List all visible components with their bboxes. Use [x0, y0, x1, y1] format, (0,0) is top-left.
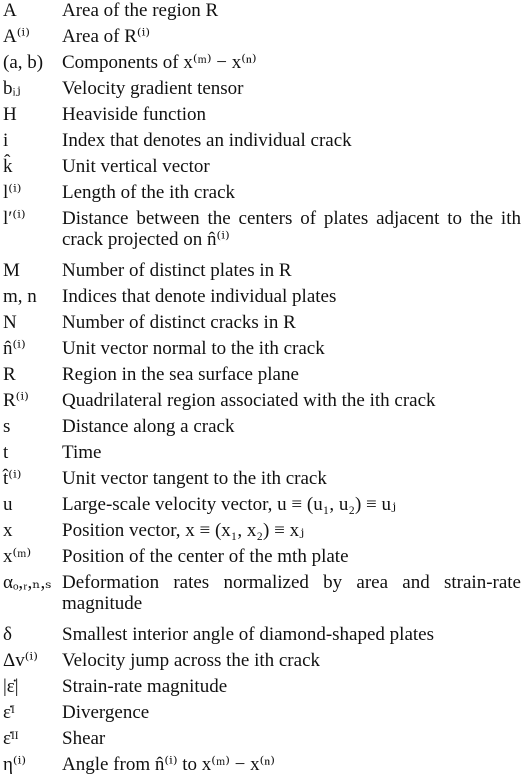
- symbol: bᵢⱼ: [3, 78, 21, 99]
- description: Indices that denote individual plates: [62, 286, 337, 307]
- symbol: |ε̇|: [3, 676, 19, 697]
- nomenclature-row: [3, 468, 521, 494]
- description: Divergence: [62, 702, 150, 723]
- nomenclature-row: [3, 78, 521, 104]
- description: Distance between the centers of plates adjacent to the ith crack projected on n̂⁽ⁱ⁾: [62, 208, 521, 250]
- symbol: αₒ,ᵣ,ₙ,ₛ: [3, 572, 52, 593]
- symbol: N: [3, 312, 17, 333]
- description: Unit vector tangent to the ith crack: [62, 468, 327, 489]
- nomenclature-row: [3, 26, 521, 52]
- nomenclature-row: [3, 104, 521, 130]
- symbol: t: [3, 442, 9, 463]
- description: Distance along a crack: [62, 416, 235, 437]
- description: Strain-rate magnitude: [62, 676, 228, 697]
- description: Number of distinct cracks in R: [62, 312, 296, 333]
- description: Large-scale velocity vector, u ≡ (u₁, u₂) ≡ uⱼ: [62, 494, 397, 515]
- description: Heaviside function: [62, 104, 207, 125]
- symbol: k̂: [3, 156, 13, 177]
- symbol: R: [3, 364, 16, 385]
- description: Velocity jump across the ith crack: [62, 650, 321, 671]
- symbol: m, n: [3, 286, 37, 307]
- nomenclature-row: [3, 416, 521, 442]
- nomenclature-row: [3, 754, 521, 780]
- nomenclature-row: [3, 728, 521, 754]
- nomenclature-row: [3, 286, 521, 312]
- symbol: H: [3, 104, 17, 125]
- symbol: R⁽ⁱ⁾: [3, 390, 29, 411]
- nomenclature-row: [3, 676, 521, 702]
- nomenclature-row: [3, 312, 521, 338]
- symbol: A⁽ⁱ⁾: [3, 26, 30, 47]
- symbol: η⁽ⁱ⁾: [3, 754, 27, 775]
- symbol: ε̇ᴵᴵ: [3, 728, 19, 749]
- nomenclature-row: [3, 546, 521, 572]
- symbol: A: [3, 0, 17, 21]
- symbol: t̂⁽ⁱ⁾: [3, 468, 22, 489]
- symbol: M: [3, 260, 20, 281]
- description: Position of the center of the mth plate: [62, 546, 349, 567]
- description: Region in the sea surface plane: [62, 364, 299, 385]
- nomenclature-row: [3, 182, 521, 208]
- nomenclature-row: [3, 208, 521, 260]
- description: Smallest interior angle of diamond-shaped plates: [62, 624, 434, 645]
- symbol: i: [3, 130, 9, 151]
- nomenclature-row: [3, 0, 521, 26]
- nomenclature-row: [3, 156, 521, 182]
- nomenclature-row: [3, 624, 521, 650]
- description: Length of the ith crack: [62, 182, 236, 203]
- description: Angle from n̂⁽ⁱ⁾ to x⁽ᵐ⁾ − x⁽ⁿ⁾: [62, 754, 275, 775]
- description: Components of x⁽ᵐ⁾ − x⁽ⁿ⁾: [62, 52, 257, 73]
- description: Number of distinct plates in R: [62, 260, 292, 281]
- description: Quadrilateral region associated with the ith crack: [62, 390, 436, 411]
- symbol: (a, b): [3, 52, 44, 73]
- nomenclature-row: [3, 260, 521, 286]
- nomenclature-row: [3, 130, 521, 156]
- description: Area of R⁽ⁱ⁾: [62, 26, 151, 47]
- nomenclature-row: [3, 650, 521, 676]
- nomenclature-list: [3, 0, 521, 780]
- symbol: x: [3, 520, 13, 541]
- nomenclature-row: [3, 572, 521, 624]
- nomenclature-row: [3, 390, 521, 416]
- symbol: δ: [3, 624, 12, 645]
- symbol: Δv⁽ⁱ⁾: [3, 650, 38, 671]
- description: Time: [62, 442, 102, 463]
- nomenclature-row: [3, 702, 521, 728]
- nomenclature-row: [3, 364, 521, 390]
- nomenclature-row: [3, 52, 521, 78]
- description: Velocity gradient tensor: [62, 78, 244, 99]
- symbol: x⁽ᵐ⁾: [3, 546, 32, 567]
- symbol: ε̇ᴵ: [3, 702, 15, 723]
- description: Area of the region R: [62, 0, 219, 21]
- description: Shear: [62, 728, 106, 749]
- symbol: l′⁽ⁱ⁾: [3, 208, 26, 229]
- symbol: s: [3, 416, 11, 437]
- description: Index that denotes an individual crack: [62, 130, 352, 151]
- nomenclature-row: [3, 520, 521, 546]
- nomenclature-row: [3, 494, 521, 520]
- symbol: u: [3, 494, 13, 515]
- description: Unit vertical vector: [62, 156, 210, 177]
- symbol: n̂⁽ⁱ⁾: [3, 338, 26, 359]
- description: Position vector, x ≡ (x₁, x₂) ≡ xⱼ: [62, 520, 305, 541]
- symbol: l⁽ⁱ⁾: [3, 182, 22, 203]
- nomenclature-row: [3, 442, 521, 468]
- description: Unit vector normal to the ith crack: [62, 338, 325, 359]
- description: Deformation rates normalized by area and strain-rate magnitude: [62, 572, 521, 614]
- nomenclature-row: [3, 338, 521, 364]
